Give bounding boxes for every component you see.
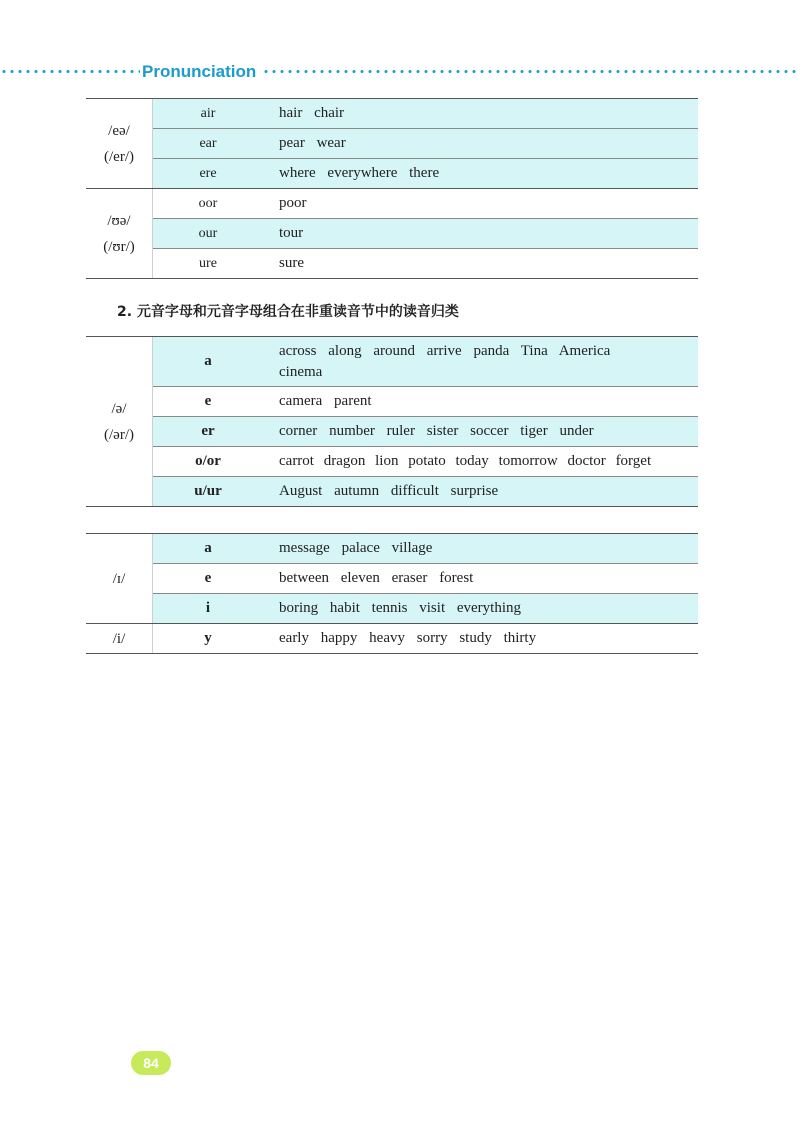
word: study — [459, 630, 492, 646]
word: ruler — [386, 423, 415, 439]
letter-rows — [153, 99, 698, 188]
table-row — [153, 477, 698, 506]
word: village — [391, 540, 433, 556]
example-words — [263, 540, 698, 557]
letter-combo: ure — [199, 255, 217, 271]
word: across — [279, 342, 317, 359]
letter-combo: er — [201, 423, 215, 439]
table-row — [153, 189, 698, 219]
table-row — [153, 387, 698, 417]
example-words — [263, 135, 698, 152]
word: hair — [279, 105, 303, 121]
phonetic-symbol: /ʊə/ — [107, 212, 131, 229]
table2 — [86, 337, 698, 507]
letter-combo: oor — [198, 195, 218, 211]
word: eleven — [340, 570, 380, 586]
word: forest — [439, 570, 474, 586]
table-row — [153, 129, 698, 159]
word: panda — [473, 342, 510, 359]
table1-group — [86, 189, 698, 279]
word: everywhere — [327, 165, 398, 181]
table3-y-row — [86, 624, 698, 654]
word: under — [559, 423, 594, 439]
phonetic-symbol: /ɪ/ — [112, 570, 126, 587]
letter-rows — [153, 189, 698, 278]
table1 — [86, 99, 698, 279]
example-words — [263, 600, 698, 617]
word: thirty — [503, 630, 537, 646]
table-row — [153, 219, 698, 249]
word: carrot — [279, 453, 314, 469]
word: there — [409, 165, 440, 181]
word: between — [279, 570, 329, 586]
example-words — [263, 423, 698, 440]
example-words — [263, 195, 698, 212]
letter-combo: ere — [199, 165, 217, 181]
letter-rows — [153, 624, 698, 653]
word: message — [279, 540, 330, 556]
header-dots-left — [0, 70, 140, 73]
letter-rows — [153, 534, 698, 623]
phonetic-cell — [86, 99, 153, 188]
word: around — [373, 342, 415, 359]
table-row — [153, 337, 698, 387]
word: sure — [279, 255, 304, 271]
phonetic-cell — [86, 189, 153, 278]
word: poor — [279, 195, 307, 211]
phonetic-symbol: /ə/ — [111, 400, 127, 417]
table2-group — [86, 337, 698, 507]
table-row — [153, 447, 698, 477]
phonetic-symbol-alt: (/ər/) — [104, 426, 134, 443]
letter-combo: our — [198, 225, 218, 241]
letter-combo: e — [204, 570, 212, 586]
word: Tina — [520, 342, 548, 359]
letter-combo: a — [204, 540, 212, 556]
word: today — [455, 453, 489, 469]
table-row — [153, 249, 698, 278]
example-words — [263, 453, 698, 470]
word: everything — [456, 600, 522, 616]
example-words — [263, 483, 698, 500]
example-words — [263, 570, 698, 587]
word: lion — [375, 453, 399, 469]
table-row — [153, 564, 698, 594]
word: number — [329, 423, 375, 439]
table-row — [153, 594, 698, 623]
phonetic-symbol: /i/ — [112, 630, 126, 647]
example-words — [263, 630, 698, 647]
word: along — [328, 342, 362, 359]
letter-combo: o/or — [195, 453, 221, 469]
word: forget — [615, 453, 652, 469]
phonetic-symbol: /eə/ — [108, 122, 130, 139]
word: chair — [314, 105, 345, 121]
word: tour — [279, 225, 304, 241]
word: dragon — [323, 453, 366, 469]
letter-combo: e — [204, 393, 212, 409]
letter-combo: air — [200, 105, 216, 121]
word: boring — [279, 600, 319, 616]
letter-combo: u/ur — [194, 483, 222, 499]
word: tiger — [520, 423, 548, 439]
page-number-badge: 84 — [131, 1051, 171, 1075]
example-words — [263, 341, 698, 383]
word: camera — [279, 393, 323, 409]
word: visit — [419, 600, 446, 616]
word: heavy — [369, 630, 405, 646]
word: America — [558, 342, 611, 359]
phonetic-symbol-alt: (/er/) — [104, 148, 134, 165]
word: tennis — [371, 600, 408, 616]
phonetic-symbol-alt: (/ʊr/) — [103, 238, 135, 255]
word: corner — [279, 423, 318, 439]
table-row — [153, 534, 698, 564]
word: wear — [316, 135, 346, 151]
section-title: 2. 元音字母和元音字母组合在非重读音节中的读音归类 — [117, 304, 459, 320]
example-words — [263, 225, 698, 242]
letter-combo: i — [205, 600, 211, 616]
word: tomorrow — [498, 453, 558, 469]
phonetic-cell — [86, 337, 153, 506]
word: difficult — [390, 483, 439, 499]
phonetic-cell — [86, 624, 153, 653]
header-title: Pronunciation — [142, 62, 257, 81]
word: palace — [341, 540, 380, 556]
example-words — [263, 105, 698, 122]
letter-combo: ear — [199, 135, 217, 151]
table1-group — [86, 99, 698, 189]
letter-rows — [153, 337, 698, 506]
word: pear — [279, 135, 305, 151]
table-row — [153, 159, 698, 188]
example-words — [263, 255, 698, 272]
letter-combo: a — [204, 353, 212, 369]
table-row — [153, 417, 698, 447]
word: autumn — [334, 483, 380, 499]
example-words — [263, 393, 698, 410]
table3 — [86, 534, 698, 654]
word: eraser — [391, 570, 428, 586]
phonetic-cell — [86, 534, 153, 623]
word: doctor — [567, 453, 606, 469]
word: surprise — [450, 483, 499, 499]
word: sister — [426, 423, 459, 439]
word: soccer — [470, 423, 509, 439]
letter-combo: y — [204, 630, 212, 646]
word: where — [279, 165, 316, 181]
example-words — [263, 165, 698, 182]
word: parent — [334, 393, 372, 409]
word: potato — [408, 453, 446, 469]
word: habit — [329, 600, 360, 616]
word: early — [279, 630, 309, 646]
table-row — [153, 624, 698, 653]
word: sorry — [416, 630, 448, 646]
table3-group — [86, 534, 698, 624]
table-row — [153, 99, 698, 129]
word: August — [279, 483, 323, 499]
word: arrive — [426, 342, 462, 359]
word: cinema — [279, 363, 323, 380]
word: happy — [320, 630, 358, 646]
page-header — [0, 60, 800, 84]
header-dots-right — [262, 70, 800, 73]
